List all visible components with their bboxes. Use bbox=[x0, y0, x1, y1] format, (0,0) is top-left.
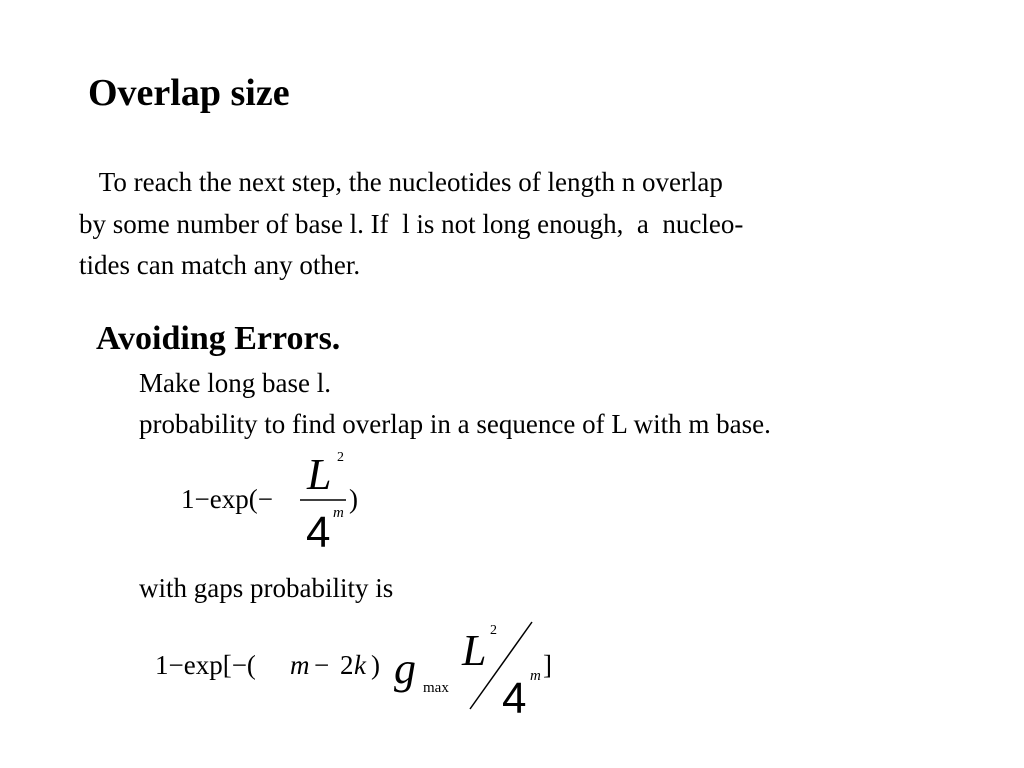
formula-2-prefix: 1−exp[−( bbox=[155, 650, 256, 680]
formula-2-g: g bbox=[394, 644, 416, 693]
formula-2-denominator-exponent: m bbox=[530, 668, 541, 684]
formula-2-suffix: ] bbox=[543, 650, 552, 680]
paragraph-line-1-text: To reach the next step, the nucleotides of length n overlap bbox=[98, 167, 723, 197]
formula-1-suffix: ) bbox=[349, 484, 358, 514]
formula-1-numerator: L bbox=[307, 450, 332, 499]
formula-2-close-paren: ) bbox=[371, 650, 380, 680]
page-title: Overlap size bbox=[88, 72, 290, 114]
formula-2-slash bbox=[470, 622, 532, 709]
formula-2-g-subscript: max bbox=[423, 680, 449, 696]
paragraph-line-3: tides can match any other. bbox=[79, 250, 361, 280]
formula-1-denominator-exponent: m bbox=[333, 505, 344, 521]
formula-2-k: k bbox=[354, 650, 366, 680]
formula-2-two: 2 bbox=[340, 650, 354, 680]
formula-1-prefix: 1−exp(− bbox=[181, 484, 273, 514]
item-probability-overlap: probability to find overlap in a sequence of L with m base. bbox=[139, 409, 771, 439]
avoiding-errors-heading: Avoiding Errors. bbox=[96, 320, 341, 357]
formula-2-numerator: L bbox=[462, 626, 487, 675]
formula-1-numerator-exponent: 2 bbox=[337, 450, 344, 465]
paragraph-line-2: by some number of base l. If l is not long enough, a nucleo- bbox=[79, 208, 744, 239]
formula-1-denominator: 4 bbox=[306, 508, 331, 557]
formula-2-minus: − bbox=[314, 650, 330, 680]
item-make-long-base: Make long base l. bbox=[139, 368, 331, 398]
formula-2-m: m bbox=[290, 650, 310, 680]
item-with-gaps: with gaps probability is bbox=[139, 573, 394, 603]
formula-2-numerator-exponent: 2 bbox=[490, 623, 497, 638]
formula-2-denominator: 4 bbox=[502, 674, 527, 723]
